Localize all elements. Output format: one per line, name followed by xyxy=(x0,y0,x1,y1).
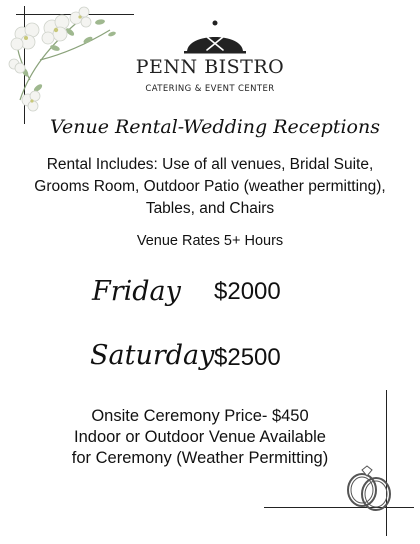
ceremony-weather: for Ceremony (Weather Permitting) xyxy=(71,449,329,467)
rental-includes: Rental Includes: Use of all venues, Bridal Suite, Grooms Room, Outdoor Patio (weather permitting), Tables, and Chairs xyxy=(34,156,386,217)
ceremony-price: Onsite Ceremony Price- $450 xyxy=(91,407,309,425)
page-title: Venue Rental-Wedding Receptions xyxy=(50,116,380,138)
brand-name: PENN BISTRO xyxy=(135,56,285,78)
brand-tagline: CATERING & EVENT CENTER xyxy=(145,84,275,94)
rate-day-saturday: Saturday xyxy=(90,340,215,371)
rate-day-friday: Friday xyxy=(92,276,181,307)
rate-price-friday: $2000 xyxy=(214,278,281,305)
ceremony-info xyxy=(20,406,380,469)
rates-heading: Venue Rates 5+ Hours xyxy=(136,233,284,249)
logo xyxy=(140,18,290,58)
wedding-rings-icon xyxy=(340,452,400,522)
rate-price-saturday: $2500 xyxy=(214,344,281,371)
cloche-fork-knife-icon xyxy=(140,18,290,54)
white-flowers-icon xyxy=(0,0,130,115)
ceremony-venue: Indoor or Outdoor Venue Available xyxy=(74,428,326,446)
